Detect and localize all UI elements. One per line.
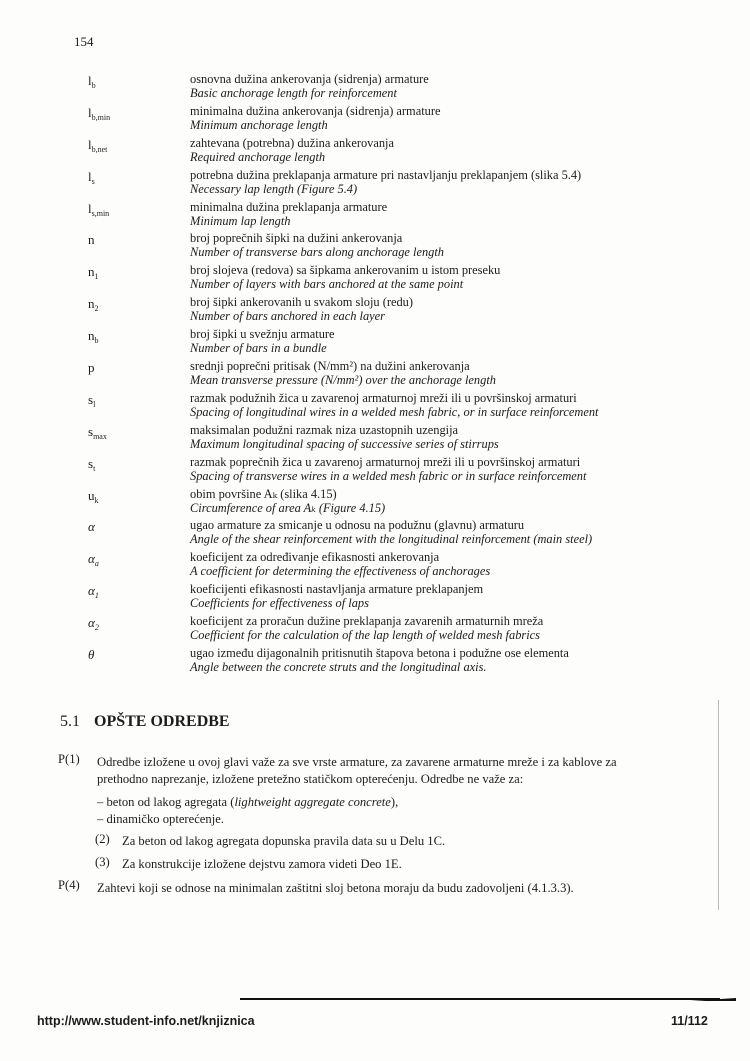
description-english: Number of bars in a bundle [190,341,327,356]
description-english: Necessary lap length (Figure 5.4) [190,181,358,196]
description-serbian: ugao armature za smicanje u odnosu na podužnu (glavnu) armaturu [190,518,525,533]
description-serbian: broj slojeva (redova) sa šipkama ankerovanim u istom preseku [190,263,501,278]
paragraph-p3: Za konstrukcije izložene dejstvu zamora videti Deo 1E. [122,857,402,871]
symbol-base: s [88,391,94,407]
description-english: Spacing of transverse wires in a welded mesh fabric or in surface reinforcement [190,468,587,483]
description-english: Number of layers with bars anchored at the same point [190,277,464,292]
description-serbian: broj poprečnih šipki na dužini ankerovanja [190,231,403,246]
description-serbian: osnovna dužina ankerovanja (sidrenja) armature [190,72,429,86]
description-english: Coefficient for the calculation of the lap length of welded mesh fabrics [190,628,540,643]
symbol [88,392,95,409]
symbol-base: s [88,423,94,439]
symbol-row [0,614,750,646]
description-english: Minimum anchorage length [190,117,328,132]
list-item: – dinamičko opterećenje. [97,812,224,826]
symbol [88,519,95,536]
section-title: OPŠTE ODREDBE [94,713,230,730]
symbol-base: l [88,136,92,152]
symbol-base: l [88,200,92,216]
description-english: Maximum longitudinal spacing of successive series of stirrups [190,436,499,451]
symbol-base: α [88,551,95,567]
symbol [88,424,107,441]
symbol-subscript: b [94,336,99,346]
description-serbian: koeficijenti efikasnosti nastavljanja armature preklapanjem [190,582,484,597]
symbol-base: n [88,328,95,344]
description-serbian: potrebna dužina preklapanja armature pri nastavljanju preklapanjem (slika 5.4) [190,167,582,182]
symbol [88,105,110,122]
symbol-subscript: 1 [94,591,99,601]
description-english: Mean transverse pressure (N/mm²) over the anchorage length [190,373,496,388]
symbol-subscript: l [93,399,96,409]
symbol-description [190,72,429,100]
section-heading [60,713,230,731]
symbol-row [0,455,750,487]
paragraph-label: (3) [95,855,110,869]
symbol-list [0,72,750,678]
symbol-row [0,518,750,550]
paragraph-label: (2) [95,832,110,846]
symbol-base: n [88,264,95,280]
symbol [88,137,107,154]
section-number: 5.1 [60,713,80,730]
symbol-subscript: k [94,495,99,505]
symbol [88,169,95,186]
description-serbian: maksimalan podužni razmak niza uzastopnih uzengija [190,422,459,437]
paragraph-label: P(4) [58,878,80,892]
scan-margin-mark [718,700,719,910]
symbol-base: n [88,232,95,248]
symbol-row [0,423,750,455]
symbol [88,232,95,249]
symbol-subscript: 1 [94,272,99,282]
description-english: Number of transverse bars along anchorage length [190,245,444,260]
description-serbian: minimalna dužina preklapanja armature [190,199,388,214]
symbol-row [0,295,750,327]
symbol-base: α [88,583,95,599]
symbol-base: u [88,487,95,503]
symbol [88,73,96,90]
symbol-description [190,518,592,546]
exclusion-list [97,794,398,828]
symbol-description [190,168,581,196]
symbol-description [190,327,335,355]
description-english: Angle between the concrete struts and the longitudinal axis. [190,660,487,675]
footer-rule-tip [690,995,736,1001]
paragraph-p4: Zahtevi koji se odnose na minimalan zaštitni sloj betona moraju da budu zadovoljeni (4.1.3.3). [97,881,574,895]
symbol-description [190,295,413,323]
symbol [88,328,99,345]
symbol-description [190,582,483,610]
description-english: Coefficients for effectiveness of laps [190,596,369,611]
symbol-description [190,455,586,483]
symbol [88,488,99,505]
symbol-subscript: b,net [91,144,108,154]
description-serbian: ugao između dijagonalnih pritisnutih štapova betona i podužne ose elementa [190,646,569,661]
symbol-subscript: b [91,81,96,90]
description-english: Angle of the shear reinforcement with the longitudinal reinforcement (main steel) [190,532,593,547]
symbol-row [0,391,750,423]
footer-page-count: 11/112 [671,1014,708,1028]
symbol-subscript: t [93,463,96,473]
paragraph-label: P(1) [58,752,80,766]
description-serbian: minimalna dužina ankerovanja (sidrenja) armature [190,103,441,118]
footer-url[interactable]: http://www.student-info.net/knjiznica [37,1014,255,1028]
description-english: Minimum lap length [190,213,291,228]
symbol-subscript: 2 [94,623,99,633]
symbol-description [190,487,385,515]
symbol-base: s [88,455,94,471]
description-serbian: razmak podužnih žica u zavarenoj armaturnoj mreži ili u površinskoj armaturi [190,390,577,405]
symbol [88,551,99,568]
symbol-row [0,72,750,104]
symbol [88,264,99,281]
description-serbian: broj šipki u svežnju armature [190,327,335,342]
symbol [88,647,94,664]
symbol-description [190,550,490,578]
symbol-subscript: max [93,431,107,441]
symbol-description [190,231,444,259]
symbol-description [190,359,496,387]
symbol-description [190,423,499,451]
symbol [88,456,95,473]
symbol-base: n [88,296,95,312]
paragraph-line: prethodno naprezanje, izložene pretežno statičkom opterećenju. Odredbe ne važe za: [97,772,524,786]
symbol-row [0,582,750,614]
symbol-description [190,263,500,291]
symbol-row [0,550,750,582]
symbol-base: θ [88,647,95,663]
footer-rule [240,998,720,1000]
symbol [88,296,99,313]
description-english: Required anchorage length [190,149,326,164]
symbol [88,360,95,377]
symbol-description [190,391,599,419]
symbol-subscript: 2 [94,304,99,314]
symbol-description [190,104,440,132]
symbol-row [0,263,750,295]
description-english: Circumference of area Aₖ (Figure 4.15) [190,500,386,515]
symbol-row [0,487,750,519]
symbol-row [0,200,750,232]
paragraph-p2: Za beton od lakog agregata dopunska pravila data su u Delu 1C. [122,834,446,848]
description-serbian: koeficijent za proračun dužine preklapanja zavarenih armaturnih mreža [190,614,544,629]
description-serbian: obim površine Aₖ (slika 4.15) [190,486,337,501]
page-number: 154 [74,34,94,49]
description-serbian: broj šipki ankerovanih u svakom sloju (redu) [190,295,413,310]
symbol-base: p [88,360,95,376]
symbol-subscript: a [94,559,99,569]
symbol [88,201,109,218]
list-item: – beton od lakog agregata (lightweight aggregate concrete), [97,795,399,809]
symbol-subscript: s,min [91,208,110,218]
symbol-row [0,646,750,678]
symbol-row [0,327,750,359]
symbol-base: α [88,615,95,631]
symbol-row [0,168,750,200]
symbol-description [190,200,387,228]
description-serbian: zahtevana (potrebna) dužina ankerovanja [190,135,394,150]
symbol-base: l [88,168,92,184]
symbol-base: l [88,73,92,88]
symbol-base: α [88,519,95,535]
description-serbian: razmak poprečnih žica u zavarenoj armaturnoj mreži ili u površinskoj armaturi [190,454,581,469]
symbol-description [190,646,569,674]
paragraph-line: Odredbe izložene u ovoj glavi važe za sve vrste armature, za zavarene armaturne mreže i za kablove za [97,755,617,769]
description-english: Number of bars anchored in each layer [190,309,386,324]
symbol-base: l [88,104,92,120]
description-serbian: srednji poprečni pritisak (N/mm²) na dužini ankerovanja [190,359,470,374]
paragraph-p1 [97,754,617,788]
symbol-row [0,104,750,136]
description-english: Basic anchorage length for reinforcement [190,86,397,100]
symbol-row [0,359,750,391]
description-english: A coefficient for determining the effectiveness of anchorages [190,564,491,579]
symbol-row [0,231,750,263]
symbol [88,583,99,600]
symbol-description [190,614,543,642]
description-serbian: koeficijent za određivanje efikasnosti ankerovanja [190,550,440,565]
description-english: Spacing of longitudinal wires in a welded mesh fabric, or in surface reinforcement [190,404,599,419]
symbol-description [190,136,394,164]
symbol-row [0,136,750,168]
symbol-subscript: b,min [91,112,111,122]
symbol-subscript: s [91,176,95,186]
symbol [88,615,99,632]
